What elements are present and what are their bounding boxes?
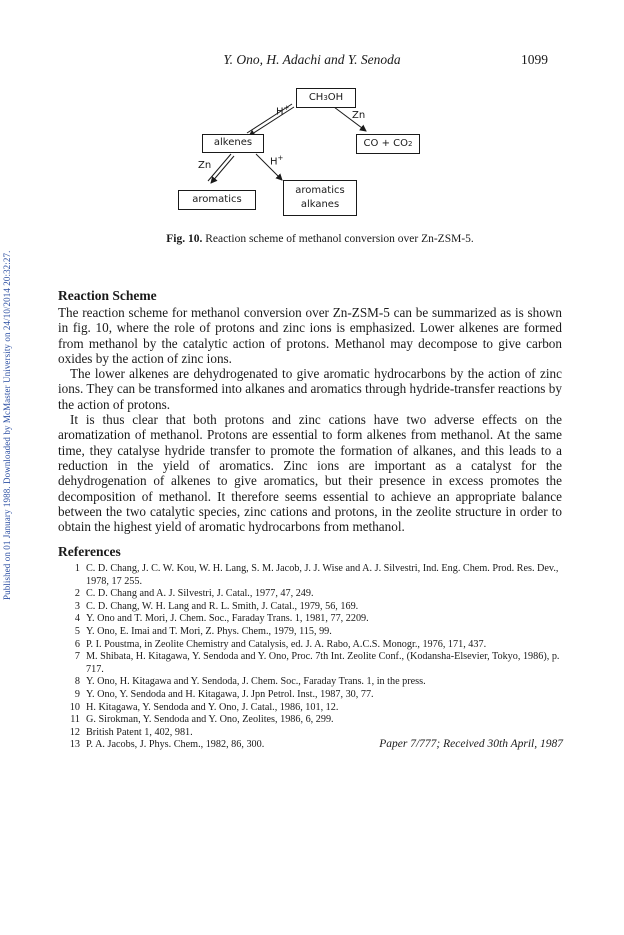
reference-text: C. D. Chang and A. J. Silvestri, J. Catal., 1977, 47, 249.: [86, 588, 314, 600]
section-body: [58, 305, 562, 534]
reference-item: [58, 588, 563, 601]
reference-text: P. A. Jacobs, J. Phys. Chem., 1982, 86, 300.: [86, 739, 265, 751]
node-aromatics: aromatics: [178, 190, 256, 210]
reference-item: [58, 676, 563, 689]
download-watermark-text: Published on 01 January 1988. Downloaded by McMaster University on 24/10/2014 20:32:27.: [2, 250, 12, 600]
reference-text: Y. Ono, H. Kitagawa and Y. Sendoda, J. Chem. Soc., Faraday Trans. 1, in the press.: [86, 676, 426, 688]
reference-text: C. D. Chang, J. C. W. Kou, W. H. Lang, S. M. Jacob, J. J. Wise and A. J. Silvestri, Ind. Eng. Chem. Prod. Res. Dev., 1978, 17 255.: [86, 563, 559, 587]
reference-text: M. Shibata, H. Kitagawa, Y. Sendoda and Y. Ono, Proc. 7th Int. Zeolite Conf., (Kodansha-Elsevier, Tokyo, 1986), p. 717.: [86, 651, 560, 675]
reference-text: P. I. Poustma, in Zeolite Chemistry and Catalysis, ed. J. A. Rabo, A.C.S. Monogr., 1976, 171, 437.: [86, 638, 487, 650]
label-h-plus-1: H+: [276, 104, 290, 118]
reference-number: 13: [69, 739, 80, 751]
reference-item: [58, 702, 563, 715]
reference-text: C. D. Chang, W. H. Lang and R. L. Smith, J. Catal., 1979, 56, 169.: [86, 600, 359, 612]
reference-item: [58, 651, 563, 676]
reference-text: Y. Ono and T. Mori, J. Chem. Soc., Faraday Trans. 1, 1981, 77, 2209.: [86, 613, 369, 625]
reference-number: 10: [69, 701, 80, 713]
arrow-alkenes-to-aromatics: [208, 154, 234, 183]
reference-item: [58, 601, 563, 614]
download-watermark[interactable]: [2, 160, 16, 600]
references-list: [58, 563, 563, 752]
received-footer: Paper 7/777; Received 30th April, 1987: [379, 738, 563, 750]
reference-number: 3: [74, 600, 80, 612]
reference-item: [58, 689, 563, 702]
node-co-co2: CO + CO 2: [356, 134, 420, 154]
running-header-authors: Y. Ono, H. Adachi and Y. Senoda: [223, 52, 401, 67]
figure-caption: [90, 233, 550, 245]
node-aromatics-alkanes-line2: alkanes: [300, 199, 340, 210]
reference-number: 12: [69, 726, 80, 738]
reference-number: 8: [74, 676, 80, 688]
reference-item: [58, 714, 563, 727]
reference-number: 2: [74, 588, 80, 600]
references-heading: References: [58, 544, 121, 559]
node-methanol: CH 3 OH: [296, 88, 356, 108]
body-paragraph-1: The reaction scheme for methanol conversion over Zn-ZSM-5 can be summarized as is shown in fig. 10, where the role of protons and zinc ions is emphasized. Lower alkenes are formed from methanol by the catalytic action of protons. Methanol may decompose to give carbon oxides by the action of zinc ions.: [58, 305, 562, 366]
page-number: 1099: [521, 52, 548, 67]
reference-number: 11: [70, 714, 80, 726]
reaction-scheme-diagram: [170, 84, 420, 220]
reference-text: H. Kitagawa, Y. Sendoda and Y. Ono, J. Catal., 1986, 101, 12.: [86, 701, 339, 713]
reference-item: [58, 626, 563, 639]
figure-label: Fig. 10.: [166, 233, 203, 245]
reference-item: [58, 613, 563, 626]
reference-number: 5: [74, 625, 80, 637]
node-alkenes: alkenes: [202, 134, 264, 153]
node-aromatics-alkanes: [283, 180, 357, 216]
reference-number: 6: [74, 638, 80, 650]
reference-item: [58, 563, 563, 588]
reference-number: 4: [74, 613, 80, 625]
label-zn-1: Zn: [352, 110, 366, 121]
reference-text: British Patent 1, 402, 981.: [86, 726, 193, 738]
reference-item: [58, 639, 563, 652]
body-paragraph-2: The lower alkenes are dehydrogenated to give aromatic hydrocarbons by the action of zinc ions. They can be transformed into alkanes and aromatics through hydride-transfer reactions by the action of protons.: [58, 366, 562, 412]
reference-text: G. Sirokman, Y. Sendoda and Y. Ono, Zeolites, 1986, 6, 299.: [86, 714, 334, 726]
body-paragraph-3: It is thus clear that both protons and zinc cations have two adverse effects on the aromatization of methanol. Protons are essential to form alkenes from methanol. At the same time, they catalyse hydride transfer to promote the formation of alkanes, and this leads to a reduction in the yield of aromatics. Zinc ions are important as a catalyst for the dehydrogenation of alkenes to give aromatics, but their presence in excess promotes the decomposition of methanol. It therefore seems essential to achieve an appropriate balance between the two catalytic species, zinc cations and protons, in the zeolite structure in order to obtain the highest yield of aromatic hydrocarbons from methanol.: [58, 412, 562, 535]
label-h-plus-2: H+: [270, 154, 284, 168]
label-zn-2: Zn: [198, 160, 212, 171]
reference-number: 1: [74, 563, 80, 574]
reference-number: 7: [74, 651, 80, 663]
reference-text: Y. Ono, Y. Sendoda and H. Kitagawa, J. Jpn Petrol. Inst., 1987, 30, 77.: [86, 688, 374, 700]
node-aromatics-alkanes-line1: aromatics: [295, 184, 345, 196]
reference-number: 9: [74, 688, 80, 700]
figure-caption-text: Reaction scheme of methanol conversion over Zn-ZSM-5.: [205, 233, 474, 245]
section-heading: Reaction Scheme: [58, 288, 157, 303]
reference-text: Y. Ono, E. Imai and T. Mori, Z. Phys. Chem., 1979, 115, 99.: [86, 625, 332, 637]
